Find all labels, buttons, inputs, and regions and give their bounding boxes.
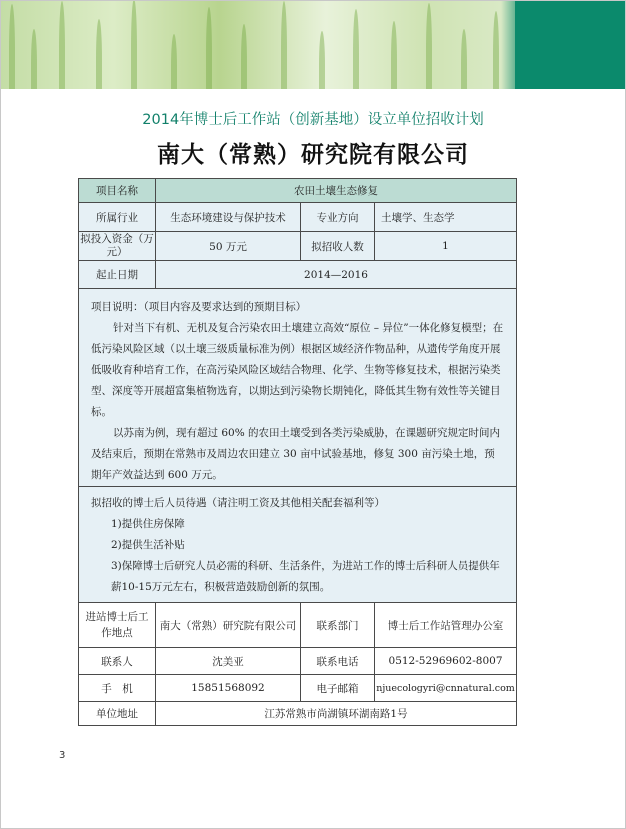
period-label: 起止日期 bbox=[79, 261, 156, 289]
location-label: 进站博士后工作地点 bbox=[79, 603, 156, 648]
benefits-block bbox=[79, 487, 517, 603]
funding-value: 50 万元 bbox=[156, 232, 301, 261]
page-number: 3 bbox=[59, 750, 66, 761]
recruit-value: 1 bbox=[375, 232, 517, 261]
dept-label: 联系部门 bbox=[301, 603, 375, 648]
major-value: 土壤学、生态学 bbox=[375, 203, 517, 232]
description-paragraph-1: 针对当下有机、无机及复合污染农田土壤建立高效“原位 – 异位”一体化修复模型；在低污染风险区域（以土壤三级质量标准为例）根据区域经济作物品种，从遗传学角度开展低吸收育种培育工作，在高污染风险区域结合物理、化学、生物等修复技术，根据污染类型、深度等开展超富集植物选育，以期达到污染物长期钝化，降低其生物有效性等关键目标。 bbox=[91, 322, 504, 418]
mobile-value: 15851568092 bbox=[156, 675, 301, 702]
benefit-item-2: 2)提供生活补贴 bbox=[111, 539, 185, 551]
contact-value: 沈美亚 bbox=[156, 648, 301, 675]
recruit-label: 拟招收人数 bbox=[301, 232, 375, 261]
address-label: 单位地址 bbox=[79, 702, 156, 726]
address-value: 江苏常熟市尚湖镇环湖南路1号 bbox=[156, 702, 517, 726]
benefit-item-3: 3)保障博士后研究人员必需的科研、生活条件，为进站工作的博士后科研人员提供年薪10-15万元左右，积极营造鼓励创新的氛围。 bbox=[111, 560, 500, 593]
header-banner-image bbox=[1, 1, 625, 89]
benefit-item-1: 1)提供住房保障 bbox=[111, 518, 185, 530]
project-name-label: 项目名称 bbox=[79, 179, 156, 203]
phone-value: 0512-52969602-8007 bbox=[375, 648, 517, 675]
description-paragraph-2: 以苏南为例，现有超过 60% 的农田土壤受到各类污染威胁，在课题研究规定时间内及结束后，预期在常熟市及周边农田建立 30 亩中试验基地，修复 300 亩污染土地，预期年产效益达到 600 万元。 bbox=[91, 427, 501, 481]
dept-value: 博士后工作站管理办公室 bbox=[375, 603, 517, 648]
header-teal-block bbox=[515, 1, 625, 89]
mobile-label: 手 机 bbox=[79, 675, 156, 702]
project-name-value: 农田土壤生态修复 bbox=[156, 179, 517, 203]
major-label: 专业方向 bbox=[301, 203, 375, 232]
location-value: 南大（常熟）研究院有限公司 bbox=[156, 603, 301, 648]
contact-label: 联系人 bbox=[79, 648, 156, 675]
description-heading: 项目说明：（项目内容及要求达到的预期目标） bbox=[91, 301, 307, 313]
page-title: 南大（常熟）研究院有限公司 bbox=[157, 142, 469, 168]
email-value: njuecologyri@cnnatural.com bbox=[375, 675, 517, 702]
industry-label: 所属行业 bbox=[79, 203, 156, 232]
industry-value: 生态环境建设与保护技术 bbox=[156, 203, 301, 232]
benefits-heading: 拟招收的博士后人员待遇（请注明工资及其他相关配套福利等） bbox=[91, 497, 385, 509]
email-label: 电子邮箱 bbox=[301, 675, 375, 702]
period-value: 2014—2016 bbox=[156, 261, 517, 289]
funding-label: 拟投入资金（万元） bbox=[79, 232, 156, 261]
info-table bbox=[78, 178, 517, 726]
page-subtitle: 2014年博士后工作站（创新基地）设立单位招收计划 bbox=[142, 112, 484, 128]
project-description-block bbox=[79, 289, 517, 487]
phone-label: 联系电话 bbox=[301, 648, 375, 675]
